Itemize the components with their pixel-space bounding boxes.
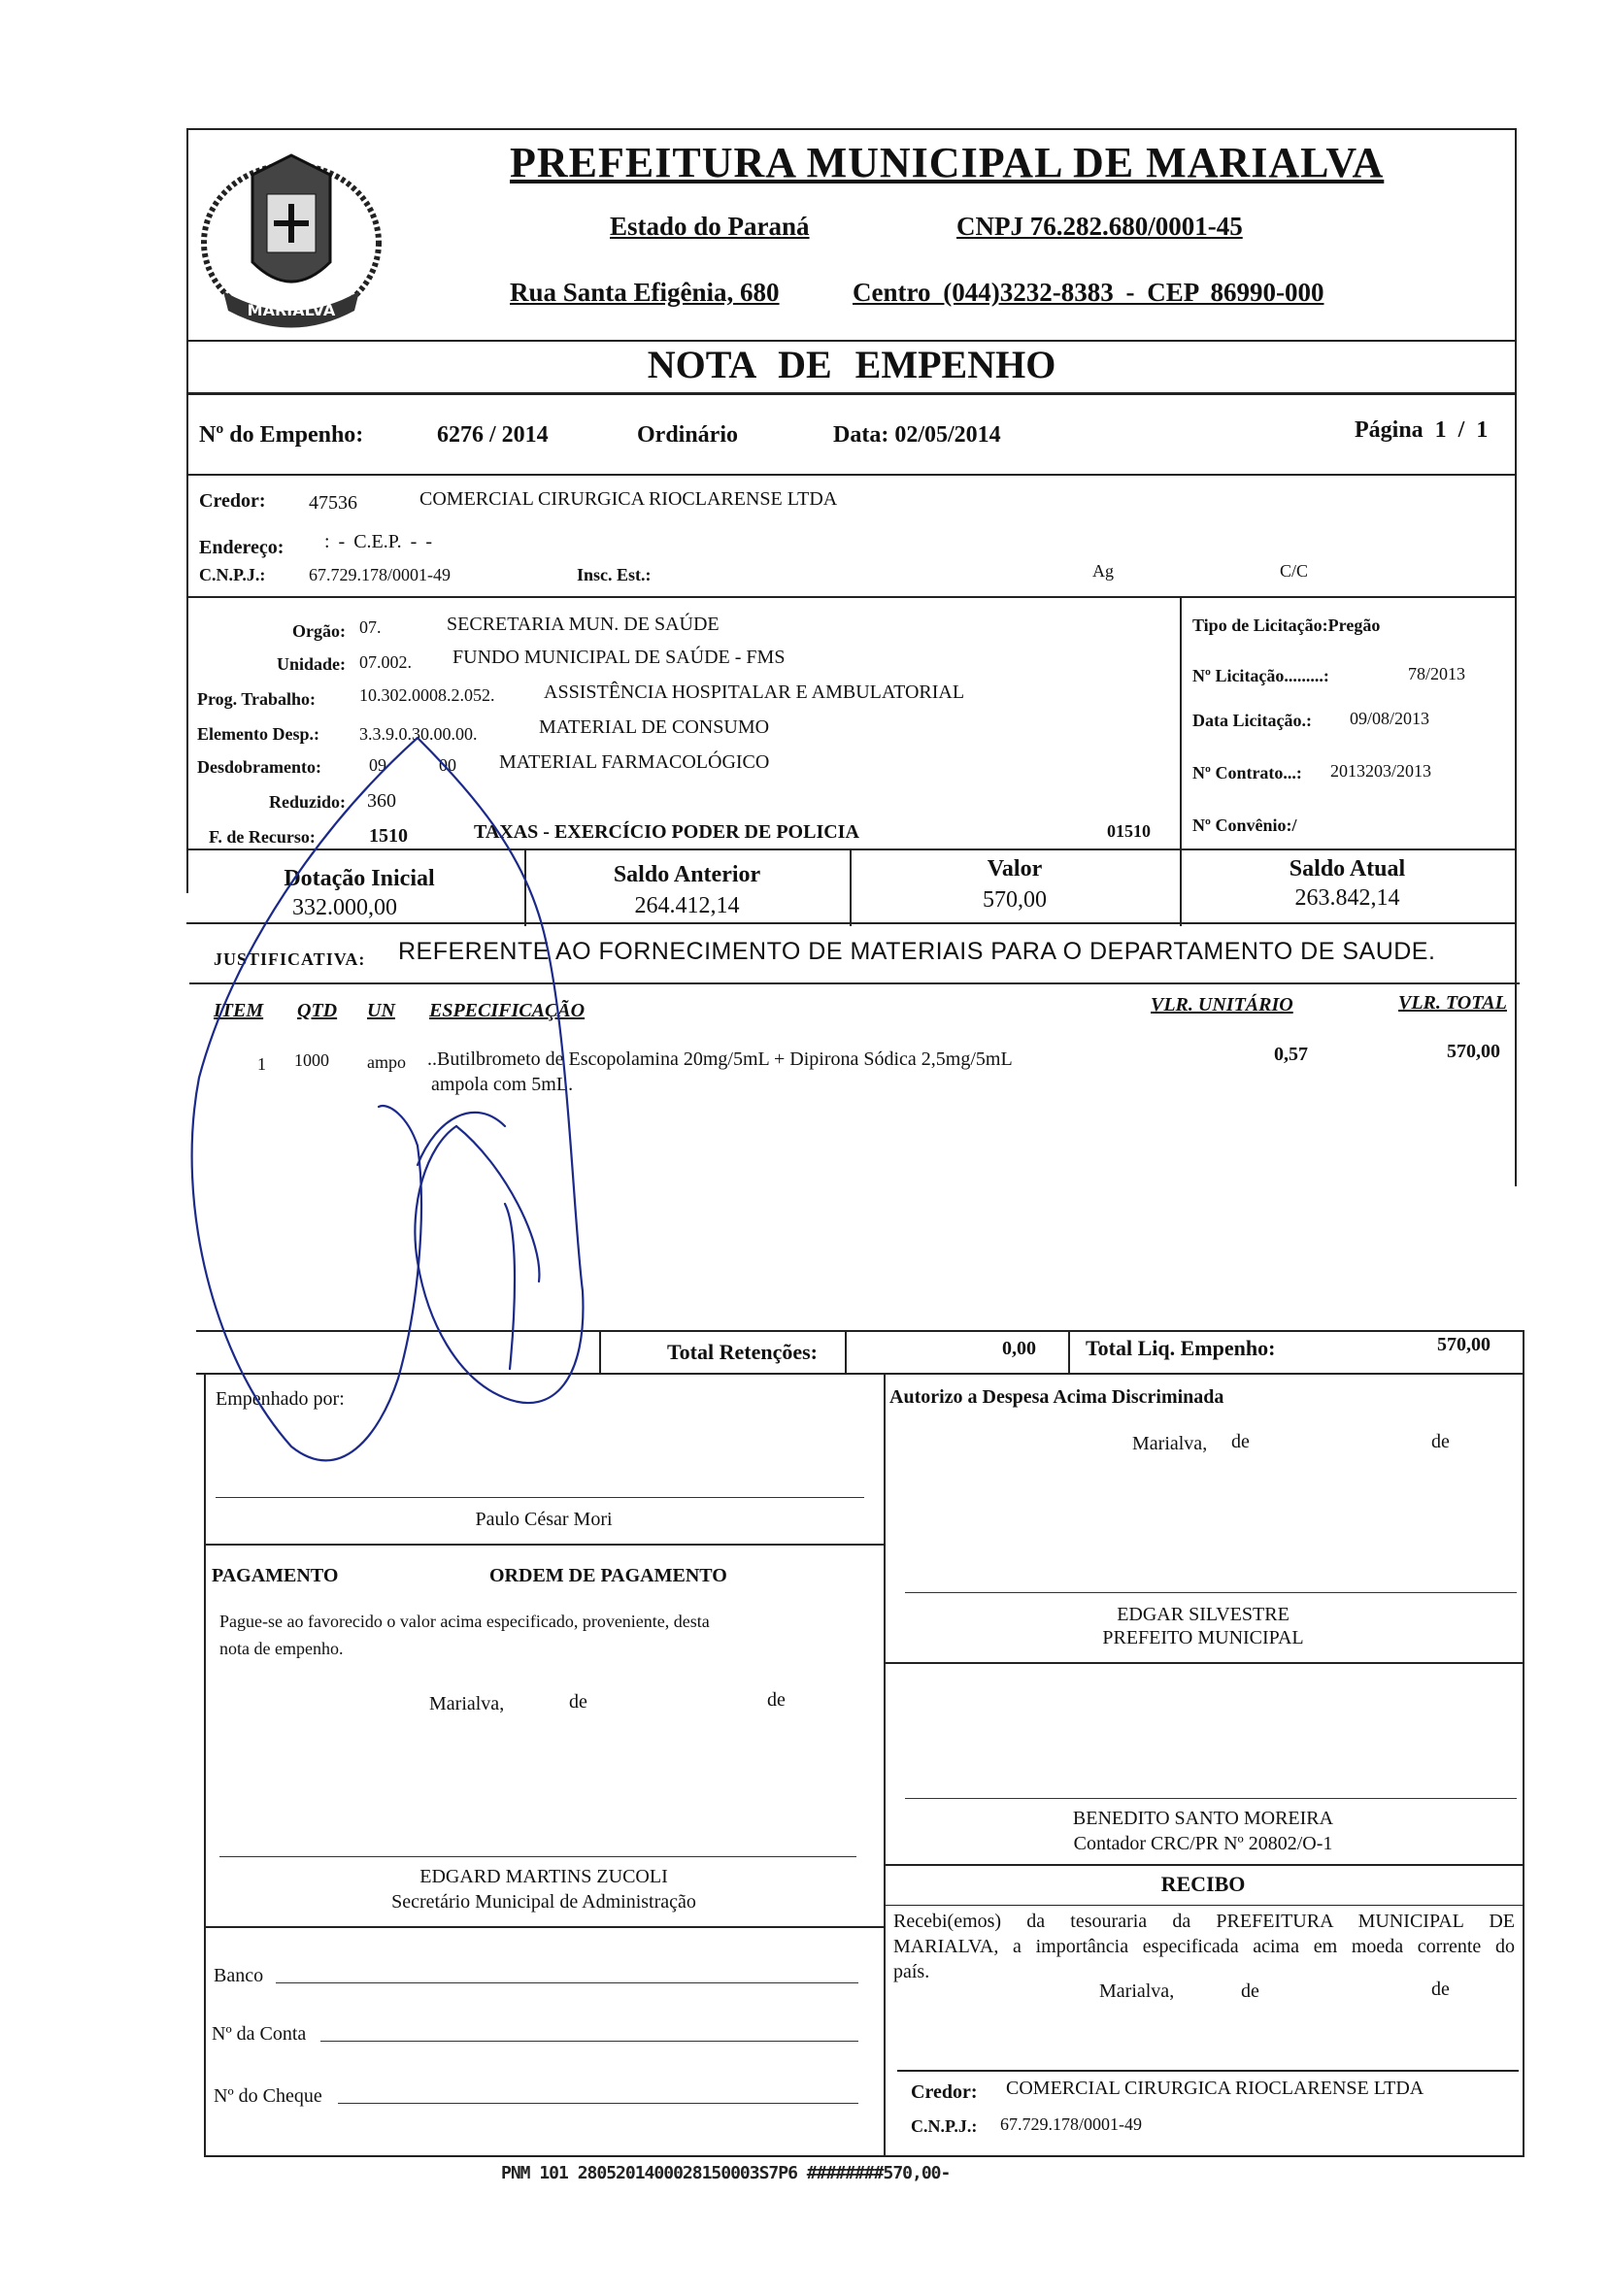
row-espec-line2: ampola com 5mL. bbox=[431, 1074, 574, 1095]
liq-value: 570,00 bbox=[1437, 1334, 1491, 1355]
credor-name: COMERCIAL CIRURGICA RIOCLARENSE LTDA bbox=[419, 488, 838, 510]
cnpj-credor-label: C.N.P.J.: bbox=[199, 565, 266, 584]
ag-label: Ag bbox=[1092, 561, 1114, 581]
tipo-licitacao: Tipo de Licitação:Pregão bbox=[1192, 616, 1381, 635]
unidade-label: Unidade: bbox=[276, 654, 346, 674]
prefeito-role: PREFEITO MUNICIPAL bbox=[1102, 1627, 1304, 1648]
liq-label: Total Liq. Empenho: bbox=[1086, 1336, 1276, 1360]
document-title: NOTA DE EMPENHO bbox=[647, 343, 1056, 386]
licitacao-num-label: Nº Licitação.........: bbox=[1192, 666, 1329, 685]
ordem-pagamento-label: ORDEM DE PAGAMENTO bbox=[489, 1565, 727, 1586]
orgao-label: Orgão: bbox=[292, 621, 346, 641]
contrato-value: 2013203/2013 bbox=[1330, 761, 1432, 781]
insc-label: Insc. Est.: bbox=[577, 565, 652, 584]
endereco-label: Endereço: bbox=[199, 537, 285, 558]
col-qtd: QTD bbox=[297, 1000, 338, 1021]
pagamento-city: Marialva, bbox=[429, 1693, 505, 1714]
autorizo-label: Autorizo a Despesa Acima Discriminada bbox=[889, 1386, 1224, 1408]
address-rest: Centro (044)3232-8383 - CEP 86990-000 bbox=[853, 278, 1324, 307]
empenhado-label: Empenhado por: bbox=[216, 1388, 345, 1410]
row-un: ampo bbox=[367, 1052, 406, 1072]
empenhado-name: Paulo César Mori bbox=[475, 1509, 613, 1530]
fonte-desc: TAXAS - EXERCÍCIO PODER DE POLICIA bbox=[474, 821, 859, 843]
atual-value: 263.842,14 bbox=[1294, 885, 1400, 911]
fonte-num: 01510 bbox=[1107, 821, 1151, 841]
recibo-title: RECIBO bbox=[1160, 1872, 1246, 1896]
cnpj-label: CNPJ 76.282.680/0001-45 bbox=[956, 212, 1243, 241]
anterior-value: 264.412,14 bbox=[634, 893, 740, 918]
pagamento-de2: de bbox=[767, 1689, 786, 1711]
licitacao-num-value: 78/2013 bbox=[1408, 664, 1466, 683]
reduzido-label: Reduzido: bbox=[268, 792, 346, 812]
retencoes-label: Total Retenções: bbox=[667, 1340, 818, 1364]
secretario-role: Secretário Municipal de Administração bbox=[391, 1891, 696, 1913]
endereco-value: : - C.E.P. - - bbox=[324, 531, 432, 552]
pagamento-de1: de bbox=[569, 1691, 587, 1713]
valor-label: Valor bbox=[987, 856, 1043, 882]
justificativa-text: REFERENTE AO FORNECIMENTO DE MATERIAIS PARA O DEPARTAMENTO DE SAUDE. bbox=[398, 938, 1436, 965]
desd-code: 09 bbox=[369, 755, 386, 775]
elem-code: 3.3.9.0.30.00.00. bbox=[359, 724, 478, 744]
fonte-code: 1510 bbox=[369, 825, 408, 847]
dotacao-label: Dotação Inicial bbox=[284, 866, 435, 891]
convenio-label: Nº Convênio:/ bbox=[1192, 815, 1297, 835]
licitacao-data-value: 09/08/2013 bbox=[1350, 709, 1430, 728]
pagamento-text-2: nota de empenho. bbox=[219, 1639, 344, 1658]
barcode-text: PNM 101 2805201400028150003S7P6 ########570,00- bbox=[501, 2163, 951, 2183]
dotacao-value: 332.000,00 bbox=[292, 895, 397, 920]
banco-label: Banco bbox=[214, 1965, 264, 1986]
unidade-desc: FUNDO MUNICIPAL DE SAÚDE - FMS bbox=[452, 647, 786, 668]
col-vlr-unitario: VLR. UNITÁRIO bbox=[1151, 994, 1293, 1015]
svg-text:MARIALVA: MARIALVA bbox=[247, 301, 336, 319]
unidade-code: 07.002. bbox=[359, 652, 412, 672]
contador-role: Contador CRC/PR Nº 20802/O-1 bbox=[1073, 1833, 1333, 1854]
recibo-credor-label: Credor: bbox=[911, 2081, 978, 2103]
credor-code: 47536 bbox=[309, 492, 357, 514]
recibo-cnpj-value: 67.729.178/0001-49 bbox=[1000, 2114, 1142, 2134]
conta-label: Nº da Conta bbox=[212, 2023, 307, 2045]
empenho-label: Nº do Empenho: bbox=[199, 422, 364, 448]
cnpj-credor-value: 67.729.178/0001-49 bbox=[309, 565, 451, 584]
autorizo-de2: de bbox=[1431, 1431, 1450, 1452]
row-qtd: 1000 bbox=[294, 1050, 329, 1070]
desd-code2: 00 bbox=[439, 755, 456, 775]
contrato-label: Nº Contrato...: bbox=[1192, 763, 1302, 782]
orgao-code: 07. bbox=[359, 617, 382, 637]
recibo-line-3: país. bbox=[893, 1961, 930, 1982]
row-vlr-unitario: 0,57 bbox=[1274, 1044, 1308, 1065]
row-espec-line1: ..Butilbrometo de Escopolamina 20mg/5mL + Dipirona Sódica 2,5mg/5mL bbox=[427, 1048, 1013, 1070]
prog-desc: ASSISTÊNCIA HOSPITALAR E AMBULATORIAL bbox=[544, 682, 965, 703]
anterior-label: Saldo Anterior bbox=[613, 862, 761, 887]
col-especificacao: ESPECIFICAÇÃO bbox=[429, 1000, 586, 1021]
contador-name: BENEDITO SANTO MOREIRA bbox=[1072, 1808, 1334, 1829]
autorizo-de1: de bbox=[1231, 1431, 1250, 1452]
recibo-credor-value: COMERCIAL CIRURGICA RIOCLARENSE LTDA bbox=[1006, 2078, 1424, 2099]
prefeito-name: EDGAR SILVESTRE bbox=[1117, 1604, 1290, 1625]
street-label: Rua Santa Efigênia, 680 bbox=[510, 278, 780, 307]
recibo-cnpj-label: C.N.P.J.: bbox=[911, 2116, 978, 2136]
valor-value: 570,00 bbox=[983, 887, 1047, 913]
recibo-de1: de bbox=[1241, 1980, 1259, 2002]
page-title: PREFEITURA MUNICIPAL DE MARIALVA bbox=[510, 139, 1385, 186]
recibo-city: Marialva, bbox=[1099, 1980, 1175, 2002]
prog-code: 10.302.0008.2.052. bbox=[359, 685, 495, 705]
elem-label: Elemento Desp.: bbox=[197, 724, 319, 744]
empenho-date: Data: 02/05/2014 bbox=[833, 422, 1001, 448]
orgao-desc: SECRETARIA MUN. DE SAÚDE bbox=[447, 614, 720, 635]
state-label: Estado do Paraná bbox=[610, 212, 810, 241]
justificativa-label: JUSTIFICATIVA: bbox=[214, 949, 366, 969]
fonte-label: F. de Recurso: bbox=[209, 827, 316, 847]
cc-label: C/C bbox=[1280, 561, 1309, 581]
page-number: Página 1 / 1 bbox=[1355, 417, 1489, 443]
col-item: ITEM bbox=[214, 1000, 264, 1021]
pagamento-label: PAGAMENTO bbox=[212, 1565, 339, 1586]
recibo-line-2: MARIALVA, a importância especificada acima em moeda corrente do bbox=[893, 1936, 1515, 1957]
licitacao-data-label: Data Licitação.: bbox=[1192, 711, 1312, 730]
secretario-name: EDGARD MARTINS ZUCOLI bbox=[419, 1866, 668, 1887]
desd-label: Desdobramento: bbox=[197, 757, 321, 777]
col-un: UN bbox=[367, 1000, 395, 1021]
prog-label: Prog. Trabalho: bbox=[197, 689, 317, 709]
row-vlr-total: 570,00 bbox=[1447, 1041, 1500, 1062]
empenho-type: Ordinário bbox=[637, 422, 739, 448]
elem-desc: MATERIAL DE CONSUMO bbox=[539, 716, 770, 738]
col-vlr-total: VLR. TOTAL bbox=[1398, 992, 1507, 1014]
recibo-de2: de bbox=[1431, 1979, 1450, 2000]
credor-label: Credor: bbox=[199, 490, 266, 512]
desd-desc: MATERIAL FARMACOLÓGICO bbox=[499, 751, 770, 773]
pagamento-text-1: Pague-se ao favorecido o valor acima especificado, proveniente, desta bbox=[219, 1612, 710, 1631]
row-item: 1 bbox=[257, 1054, 266, 1074]
empenho-number: 6276 / 2014 bbox=[437, 422, 549, 448]
cheque-label: Nº do Cheque bbox=[214, 2085, 322, 2107]
atual-label: Saldo Atual bbox=[1289, 856, 1406, 882]
retencoes-value: 0,00 bbox=[1002, 1338, 1036, 1359]
recibo-line-1: Recebi(emos) da tesouraria da PREFEITURA MUNICIPAL DE bbox=[893, 1911, 1515, 1932]
autorizo-city: Marialva, bbox=[1132, 1433, 1208, 1454]
reduzido-value: 360 bbox=[367, 790, 396, 812]
